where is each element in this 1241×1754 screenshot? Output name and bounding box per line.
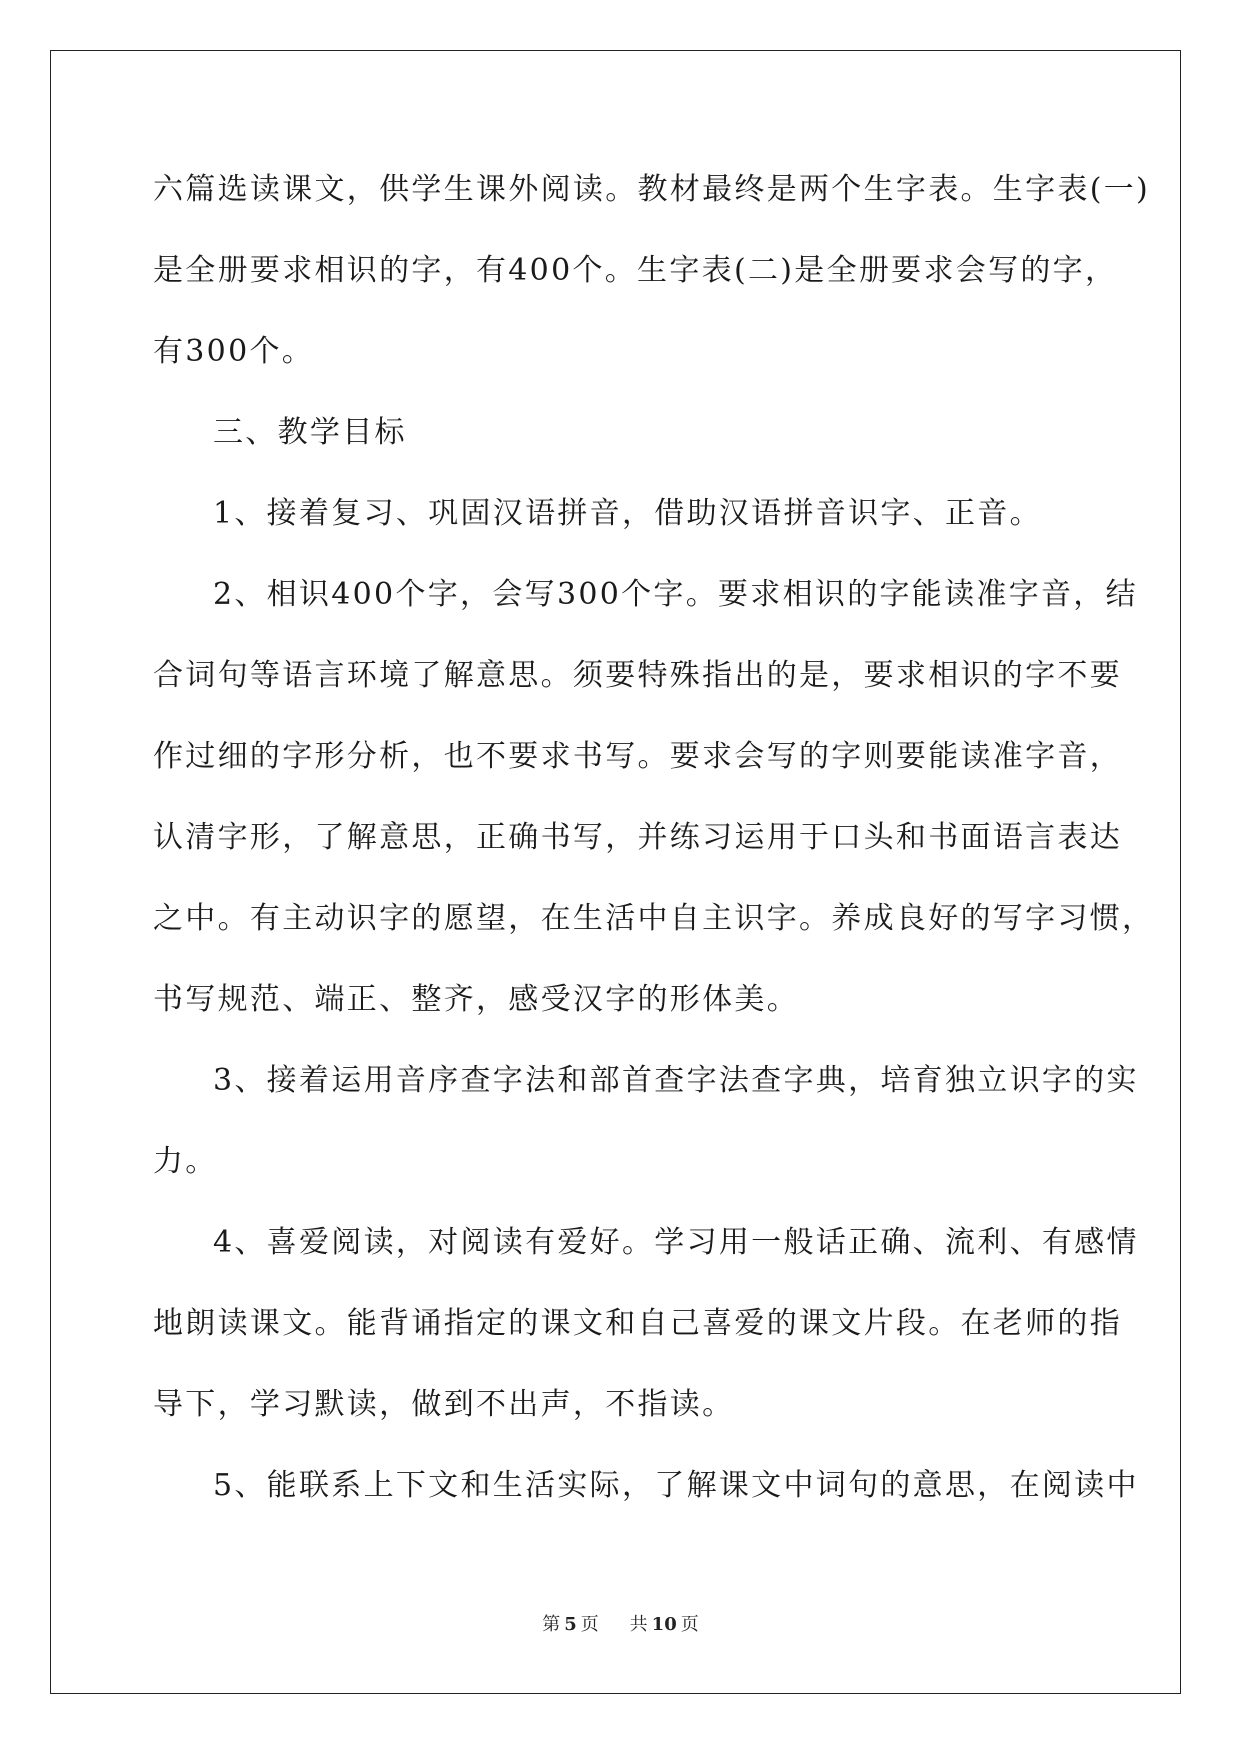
text-line: 六篇选读课文，供学生课外阅读。教材最终是两个生字表。生字表(一) (153, 172, 1151, 207)
total-prefix: 共 (629, 1614, 648, 1635)
paragraph (153, 1051, 1139, 1213)
section-heading (153, 403, 1093, 484)
text-line: 3、接着运用音序查字法和部首查字法查字典，培育独立识字的实 (213, 1063, 1139, 1098)
text-line: 合词句等语言环境了解意思。须要特殊指出的是，要求相识的字不要 (153, 658, 1122, 693)
paragraph (153, 484, 1093, 565)
page-footer (0, 1613, 1241, 1637)
text-line: 1、接着复习、巩固汉语拼音，借助汉语拼音识字、正音。 (213, 496, 1042, 531)
total-pages: 10 (651, 1614, 677, 1635)
paragraph (153, 565, 1155, 1051)
text-line: 有300个。 (153, 334, 315, 369)
total-suffix: 页 (680, 1614, 699, 1635)
text-line: 之中。有主动识字的愿望，在生活中自主识字。养成良好的写字习惯， (153, 901, 1155, 936)
page-suffix: 页 (580, 1614, 599, 1635)
current-page: 5 (564, 1614, 577, 1635)
page-total (628, 1614, 701, 1635)
paragraph (153, 1213, 1139, 1456)
text-line: 书写规范、端正、整齐，感受汉字的形体美。 (153, 982, 799, 1017)
text-line: 三、教学目标 (213, 415, 407, 450)
text-line: 2、相识400个字，会写300个字。要求相识的字能读准字音，结 (213, 577, 1138, 612)
paragraph (153, 1456, 1139, 1537)
text-line: 力。 (153, 1144, 218, 1179)
paragraph (153, 160, 1151, 403)
text-line: 4、喜爱阅读，对阅读有爱好。学习用一般话正确、流利、有感情 (213, 1225, 1139, 1260)
document-body (153, 160, 1155, 1537)
text-line: 导下，学习默读，做到不出声，不指读。 (153, 1387, 735, 1422)
text-line: 认清字形，了解意思，正确书写，并练习运用于口头和书面语言表达 (153, 820, 1122, 855)
text-line: 地朗读课文。能背诵指定的课文和自己喜爱的课文片段。在老师的指 (153, 1306, 1122, 1341)
page-number (540, 1614, 601, 1635)
page-prefix: 第 (542, 1614, 561, 1635)
text-line: 是全册要求相识的字，有400个。生字表(二)是全册要求会写的字， (153, 253, 1118, 288)
text-line: 作过细的字形分析，也不要求书写。要求会写的字则要能读准字音， (153, 739, 1122, 774)
text-line: 5、能联系上下文和生活实际，了解课文中词句的意思，在阅读中 (213, 1468, 1139, 1503)
